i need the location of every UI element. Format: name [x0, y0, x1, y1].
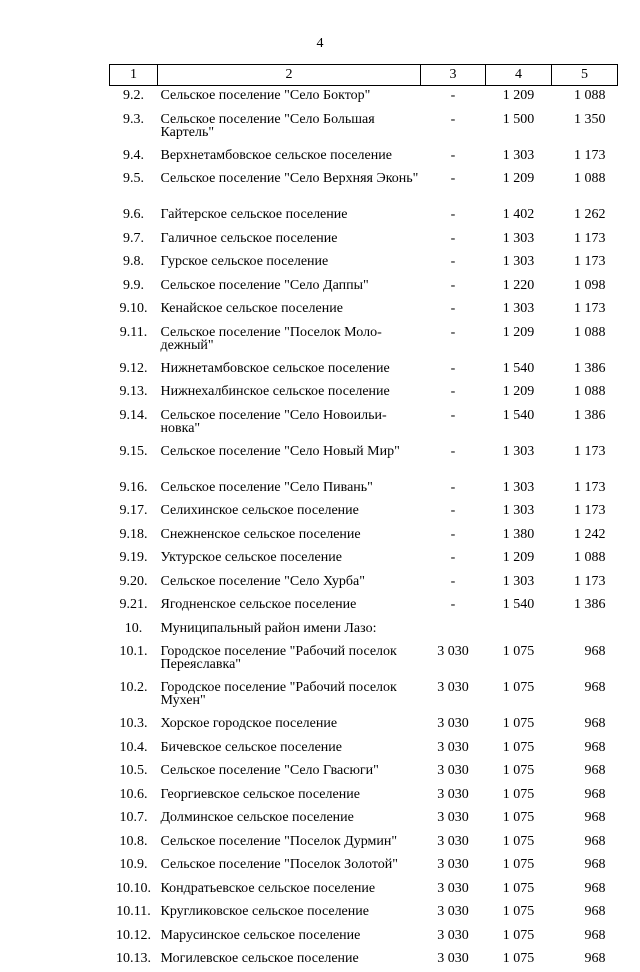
table-row	[110, 441, 618, 477]
row-name: Уктурское сельское поселение	[160, 550, 342, 565]
row-value-col3: 3 030	[437, 763, 469, 778]
row-number: 9.2.	[123, 88, 144, 103]
row-value-col3: -	[450, 550, 456, 565]
table-row	[110, 204, 618, 228]
row-value-col5: 968	[584, 644, 606, 659]
table-row	[110, 500, 618, 524]
row-number: 10.7.	[119, 810, 148, 825]
row-name: Нижнехалбинское сельское поселение	[160, 384, 390, 399]
row-value-col4: 1 075	[502, 904, 535, 919]
row-value-col3: -	[450, 230, 456, 246]
row-number: 9.3.	[123, 111, 144, 127]
table-row	[110, 358, 618, 382]
row-value-col5: 968	[584, 904, 606, 919]
table-row	[110, 145, 618, 169]
table-row	[110, 547, 618, 571]
row-value-col3: -	[450, 573, 456, 589]
row-value-col3: -	[450, 254, 456, 269]
table-row	[110, 251, 618, 275]
table-row	[110, 477, 618, 501]
row-number: 10.9.	[119, 857, 148, 872]
row-number: 9.7.	[123, 230, 144, 246]
row-value-col5: 968	[584, 786, 606, 802]
row-value-col5: 968	[584, 880, 606, 896]
row-value-col5: 968	[584, 833, 606, 849]
row-value-col4: 1 380	[502, 526, 535, 542]
row-number: 9.16.	[119, 479, 148, 495]
row-value-col4: 1 075	[502, 644, 535, 659]
row-name: Сельское поселение "Село Гвасюги"	[160, 763, 379, 778]
row-value-col4: 1 540	[502, 597, 535, 612]
table-row	[110, 322, 618, 358]
table-row	[110, 925, 618, 949]
row-name: Хорское городское поселение	[160, 716, 338, 731]
row-value-col3: 3 030	[437, 716, 469, 731]
header-col-4: 4	[486, 65, 552, 86]
row-number: 10.11.	[116, 904, 151, 919]
row-value-col5	[552, 618, 618, 642]
page-number: 4	[316, 36, 324, 51]
row-value-col5: 968	[584, 810, 606, 825]
row-value-col5: 968	[584, 951, 606, 966]
table-row	[110, 298, 618, 322]
row-value-col4: 1 075	[502, 810, 535, 825]
row-number: 9.13.	[119, 384, 148, 399]
row-value-col4: 1 075	[502, 880, 535, 896]
row-name: Сельское поселение "Село Верхняя Эконь"	[160, 171, 419, 186]
row-name: Могилевское сельское поселение	[160, 951, 359, 966]
row-number: 9.18.	[119, 526, 148, 542]
row-value-col5: 968	[584, 927, 606, 943]
row-value-col5: 968	[584, 716, 606, 731]
row-value-col3: -	[450, 207, 456, 222]
header-col-2: 2	[158, 65, 421, 86]
row-value-col4	[486, 618, 552, 642]
row-value-col3: -	[450, 111, 456, 127]
row-value-col4: 1 209	[502, 384, 535, 399]
row-number: 10.12.	[116, 927, 151, 943]
row-number: 10.1.	[119, 644, 148, 659]
row-value-col3: -	[450, 360, 456, 376]
row-value-col3: -	[450, 171, 456, 186]
table-row	[110, 109, 618, 145]
row-name: Сельское поселение "Село Хурба"	[160, 573, 365, 589]
row-number: 9.19.	[119, 550, 148, 565]
row-value-col5: 1 386	[574, 597, 606, 612]
row-value-col4: 1 209	[502, 171, 535, 186]
table-row	[110, 737, 618, 761]
row-value-col4: 1 209	[502, 324, 535, 340]
row-value-col4: 1 303	[502, 230, 535, 246]
row-value-col5: 968	[584, 857, 606, 872]
row-name: Кондратьевское сельское поселение	[160, 880, 376, 896]
row-number: 10.4.	[119, 739, 148, 755]
row-value-col3: 3 030	[437, 680, 469, 695]
row-value-col4: 1 303	[502, 573, 535, 589]
row-value-col3: -	[450, 277, 456, 293]
table-row	[110, 524, 618, 548]
row-value-col3: 3 030	[437, 739, 469, 755]
row-name: Ягодненское сельское поселение	[160, 597, 357, 612]
row-number: 10.6.	[119, 786, 148, 802]
row-name: Кругликовское сельское поселение	[160, 904, 369, 919]
row-number: 9.6.	[123, 207, 144, 222]
row-name: Сельское поселение "Село Пивань"	[160, 479, 373, 495]
table-header	[110, 65, 618, 86]
row-name: Георгиевское сельское поселение	[160, 786, 360, 802]
row-value-col4: 1 075	[502, 680, 535, 695]
table-row	[110, 168, 618, 204]
row-name: Сельское поселение "Поселок Золотой"	[160, 857, 398, 872]
row-value-col4: 1 075	[502, 739, 535, 755]
table-row	[110, 618, 618, 642]
row-name: Сельское поселение "Поселок Моло-дежный"	[160, 324, 382, 353]
table-row	[110, 677, 618, 713]
table-row	[110, 594, 618, 618]
table-row	[110, 571, 618, 595]
row-value-col3: -	[450, 597, 456, 612]
table-row	[110, 760, 618, 784]
header-col-1: 1	[110, 65, 158, 86]
row-value-col5: 968	[584, 680, 606, 695]
row-value-col5: 1 098	[574, 277, 606, 293]
row-name: Сельское поселение "Село Новый Мир"	[160, 443, 400, 459]
table-row	[110, 878, 618, 902]
row-value-col3: -	[450, 503, 456, 518]
row-value-col3: -	[450, 88, 456, 103]
row-name: Снежненское сельское поселение	[160, 526, 361, 542]
row-value-col5: 1 386	[574, 407, 606, 423]
row-name: Сельское поселение "Поселок Дурмин"	[160, 833, 398, 849]
row-name: Марусинское сельское поселение	[160, 927, 361, 943]
row-number: 10.2.	[119, 680, 148, 695]
table-row	[110, 948, 618, 972]
row-number: 9.12.	[119, 360, 148, 376]
row-number: 9.10.	[119, 301, 148, 316]
row-value-col3: -	[450, 526, 456, 542]
row-value-col3: -	[450, 479, 456, 495]
row-value-col4: 1 075	[502, 857, 535, 872]
row-value-col3: 3 030	[437, 833, 469, 849]
row-number: 10.5.	[119, 763, 148, 778]
row-value-col4: 1 075	[502, 763, 535, 778]
row-name: Нижнетамбовское сельское поселение	[160, 360, 390, 376]
row-value-col5: 1 088	[574, 384, 606, 399]
row-value-col5: 968	[584, 763, 606, 778]
row-value-col5: 1 173	[574, 479, 606, 495]
row-name: Сельское поселение "Село Даппы"	[160, 277, 369, 293]
row-name: Сельское поселение "Село Новоильи-новка"	[160, 407, 387, 436]
row-name: Гайтерское сельское поселение	[160, 207, 348, 222]
table-row	[110, 405, 618, 441]
row-value-col4: 1 209	[502, 550, 535, 565]
table-row	[110, 713, 618, 737]
row-value-col5: 1 173	[574, 301, 606, 316]
row-value-col4: 1 402	[502, 207, 535, 222]
row-value-col4: 1 303	[502, 479, 535, 495]
header-col-5: 5	[552, 65, 618, 86]
row-value-col3: -	[450, 384, 456, 399]
row-number: 9.21.	[119, 597, 148, 612]
row-value-col5: 1 173	[574, 503, 606, 518]
table-row	[110, 381, 618, 405]
row-value-col5: 1 173	[574, 230, 606, 246]
row-value-col5: 1 088	[574, 88, 606, 103]
row-number: 9.15.	[119, 443, 148, 459]
header-col-3: 3	[421, 65, 486, 86]
row-value-col3: 3 030	[437, 904, 469, 919]
row-number: 10.	[124, 620, 143, 636]
row-name: Гурское сельское поселение	[160, 254, 329, 269]
header-row	[110, 65, 618, 86]
row-number: 10.13.	[116, 951, 151, 966]
row-number: 10.10.	[116, 880, 151, 896]
row-value-col5: 1 088	[574, 324, 606, 340]
row-value-col5: 1 173	[574, 147, 606, 163]
row-value-col4: 1 303	[502, 254, 535, 269]
row-number: 9.5.	[123, 171, 144, 186]
table-row	[110, 854, 618, 878]
row-number: 9.11.	[119, 324, 148, 340]
tariff-table	[109, 64, 618, 972]
row-value-col4: 1 500	[502, 111, 535, 127]
row-number: 9.4.	[123, 147, 144, 163]
row-name: Селихинское сельское поселение	[160, 503, 359, 518]
row-value-col4: 1 303	[502, 147, 535, 163]
row-value-col3: -	[450, 147, 456, 163]
table-row	[110, 228, 618, 252]
row-value-col4: 1 075	[502, 833, 535, 849]
row-value-col5: 1 173	[574, 443, 606, 459]
table-body	[110, 86, 618, 972]
row-value-col4: 1 075	[502, 927, 535, 943]
row-value-col4: 1 075	[502, 786, 535, 802]
row-value-col3: 3 030	[437, 880, 469, 896]
row-number: 10.3.	[119, 716, 148, 731]
row-value-col4: 1 075	[502, 951, 535, 966]
row-value-col4: 1 303	[502, 443, 535, 459]
row-value-col4: 1 540	[502, 407, 535, 423]
row-value-col3: -	[450, 301, 456, 316]
row-value-col4: 1 209	[502, 88, 535, 103]
row-value-col4: 1 075	[502, 716, 535, 731]
row-name: Муниципальный район имени Лазо:	[160, 620, 377, 636]
row-name: Сельское поселение "Село Боктор"	[160, 88, 371, 103]
row-number: 10.8.	[119, 833, 148, 849]
row-value-col5: 1 386	[574, 360, 606, 376]
row-value-col5: 1 262	[574, 207, 606, 222]
row-value-col3: 3 030	[437, 810, 469, 825]
table-row	[110, 275, 618, 299]
row-number: 9.17.	[119, 503, 148, 518]
row-value-col4: 1 303	[502, 301, 535, 316]
row-name: Сельское поселение "Село Большая Картель"	[160, 111, 375, 140]
row-value-col3: 3 030	[437, 857, 469, 872]
row-value-col3: 3 030	[437, 951, 469, 966]
row-number: 9.8.	[123, 254, 144, 269]
row-value-col5: 1 242	[574, 526, 606, 542]
row-number: 9.9.	[123, 277, 144, 293]
row-value-col4: 1 303	[502, 503, 535, 518]
table-row	[110, 86, 618, 109]
row-value-col5: 968	[584, 739, 606, 755]
row-value-col3: -	[450, 443, 456, 459]
row-value-col5: 1 173	[574, 254, 606, 269]
row-value-col3	[421, 618, 486, 642]
row-value-col3: -	[450, 407, 456, 423]
row-value-col3: -	[450, 324, 456, 340]
row-value-col4: 1 220	[502, 277, 535, 293]
table-row	[110, 831, 618, 855]
row-name: Бичевское сельское поселение	[160, 739, 343, 755]
table-row	[110, 784, 618, 808]
row-value-col5: 1 350	[574, 111, 606, 127]
row-value-col3: 3 030	[437, 644, 469, 659]
row-name: Кенайское сельское поселение	[160, 301, 343, 316]
row-name: Верхнетамбовское сельское поселение	[160, 147, 392, 163]
row-value-col5: 1 173	[574, 573, 606, 589]
row-name: Галичное сельское поселение	[160, 230, 338, 246]
row-value-col3: 3 030	[437, 786, 469, 802]
row-number: 9.20.	[119, 573, 148, 589]
table-row	[110, 641, 618, 677]
row-value-col4: 1 540	[502, 360, 535, 376]
row-name: Долминское сельское поселение	[160, 810, 354, 825]
row-value-col5: 1 088	[574, 550, 606, 565]
table-row	[110, 807, 618, 831]
row-name: Городское поселение "Рабочий поселок Переяславка"	[160, 644, 397, 672]
row-number: 9.14.	[119, 407, 148, 423]
row-value-col3: 3 030	[437, 927, 469, 943]
row-value-col5: 1 088	[574, 171, 606, 186]
row-name: Городское поселение "Рабочий поселок Мухен"	[160, 680, 397, 708]
